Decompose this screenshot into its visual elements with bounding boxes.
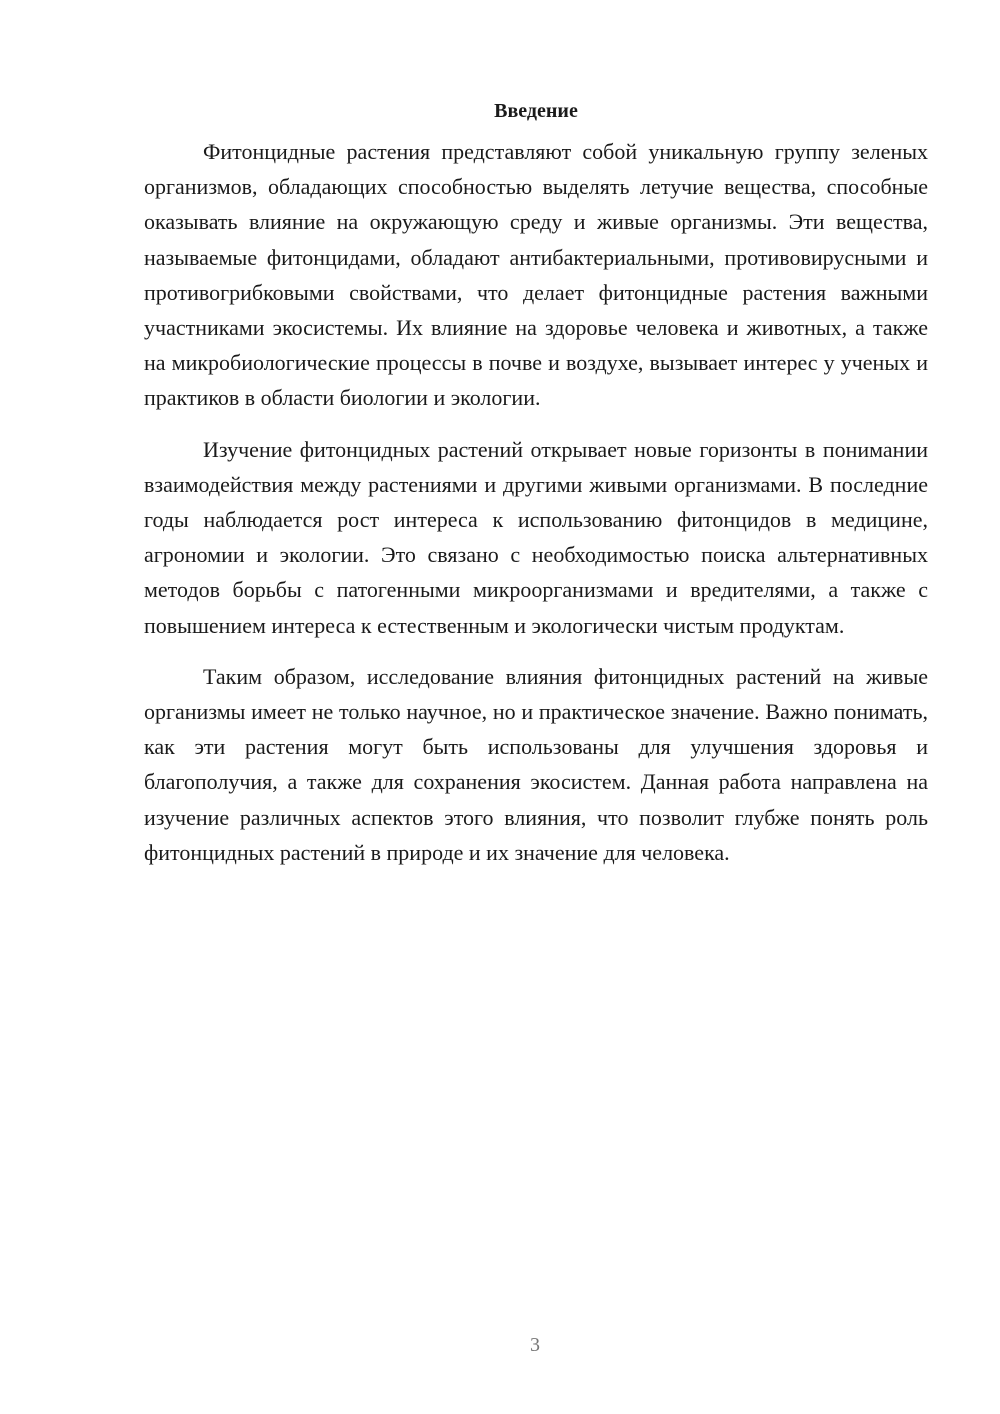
section-heading: Введение	[494, 100, 578, 122]
paragraph-1: Фитонцидные растения представляют собой уникальную группу зеленых организмов, обладающих способностью выделять летучие вещества, способные оказывать влияние на окружающую среду и живые организмы. Эти вещества, называемые фитонцидами, обладают антибактериальными, противовирусными и противогрибковыми свойствами, что делает фитонцидные растения важными участниками экосистемы. Их влияние на здоровье человека и животных, а также на микробиологические процессы в почве и воздухе, вызывает интерес у ученых и практиков в области биологии и экологии.	[144, 139, 928, 411]
page-content	[144, 96, 928, 886]
page-number: 3	[530, 1334, 540, 1356]
paragraph-3: Таким образом, исследование влияния фитонцидных растений на живые организмы имеет не только научное, но и практическое значение. Важно понимать, как эти растения могут быть использованы для улучшения здоровья и благополучия, а также для сохранения экосистем. Данная работа направлена на изучение различных аспектов этого влияния, что позволит глубже понять роль фитонцидных растений в природе и их значение для человека.	[144, 663, 928, 865]
paragraph-2: Изучение фитонцидных растений открывает новые горизонты в понимании взаимодействия между растениями и другими живыми организмами. В последние годы наблюдается рост интереса к использованию фитонцидов в медицине, агрономии и экологии. Это связано с необходимостью поиска альтернативных методов борьбы с патогенными микроорганизмами и вредителями, а также с повышением интереса к естественным и экологически чистым продуктам.	[144, 436, 928, 638]
